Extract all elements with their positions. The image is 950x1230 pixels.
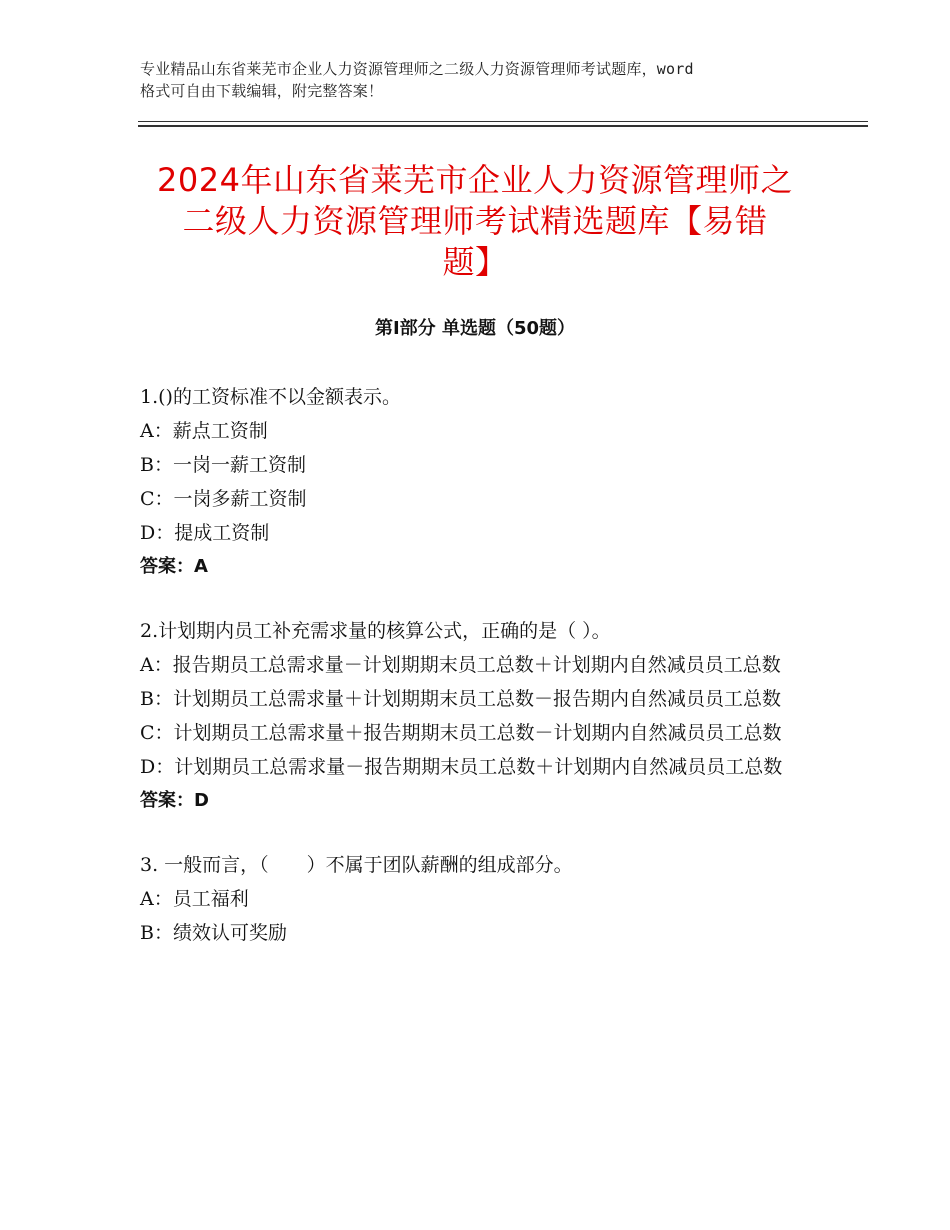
option-b: B：绩效认可奖励 bbox=[140, 922, 287, 944]
option-c: C：一岗多薪工资制 bbox=[140, 488, 307, 510]
document-title bbox=[140, 160, 810, 283]
question-stem: 2.计划期内员工补充需求量的核算公式，正确的是（ ）。 bbox=[140, 620, 611, 642]
header-note bbox=[140, 58, 830, 102]
header-note-line: 专业精品山东省莱芜市企业人力资源管理师之二级人力资源管理师考试题库，word bbox=[140, 60, 694, 78]
question-item bbox=[140, 848, 810, 950]
option-d: D：提成工资制 bbox=[140, 522, 270, 544]
header-note-line: 格式可自由下载编辑，附完整答案！ bbox=[140, 82, 384, 100]
header-divider-thick bbox=[138, 125, 868, 127]
header-divider-thin bbox=[138, 121, 868, 122]
question-stem: 3. 一般而言，（ ）不属于团队薪酬的组成部分。 bbox=[140, 854, 573, 876]
question-stem: 1.()的工资标准不以金额表示。 bbox=[140, 386, 401, 408]
option-b: B：一岗一薪工资制 bbox=[140, 454, 306, 476]
option-a: A：报告期员工总需求量－计划期期末员工总数＋计划期内自然减员员工总数 bbox=[140, 654, 781, 676]
section-heading: 第Ⅰ部分 单选题（50题） bbox=[374, 318, 575, 339]
document-title-line: 2024年山东省莱芜市企业人力资源管理师之 bbox=[157, 161, 793, 199]
option-c: C：计划期员工总需求量＋报告期期末员工总数－计划期内自然减员员工总数 bbox=[140, 722, 782, 744]
option-a: A：员工福利 bbox=[140, 888, 249, 910]
question-item bbox=[140, 614, 810, 818]
question-item bbox=[140, 380, 810, 584]
question-list bbox=[140, 380, 810, 980]
document-title-line: 二级人力资源管理师考试精选题库【易错 bbox=[182, 202, 768, 240]
option-d: D：计划期员工总需求量－报告期期末员工总数＋计划期内自然减员员工总数 bbox=[140, 756, 783, 778]
answer-label: 答案：A bbox=[140, 556, 208, 577]
option-b: B：计划期员工总需求量＋计划期期末员工总数－报告期内自然减员员工总数 bbox=[140, 688, 781, 710]
answer-label: 答案：D bbox=[140, 790, 209, 811]
option-a: A：薪点工资制 bbox=[140, 420, 268, 442]
document-title-line: 题】 bbox=[442, 243, 508, 281]
